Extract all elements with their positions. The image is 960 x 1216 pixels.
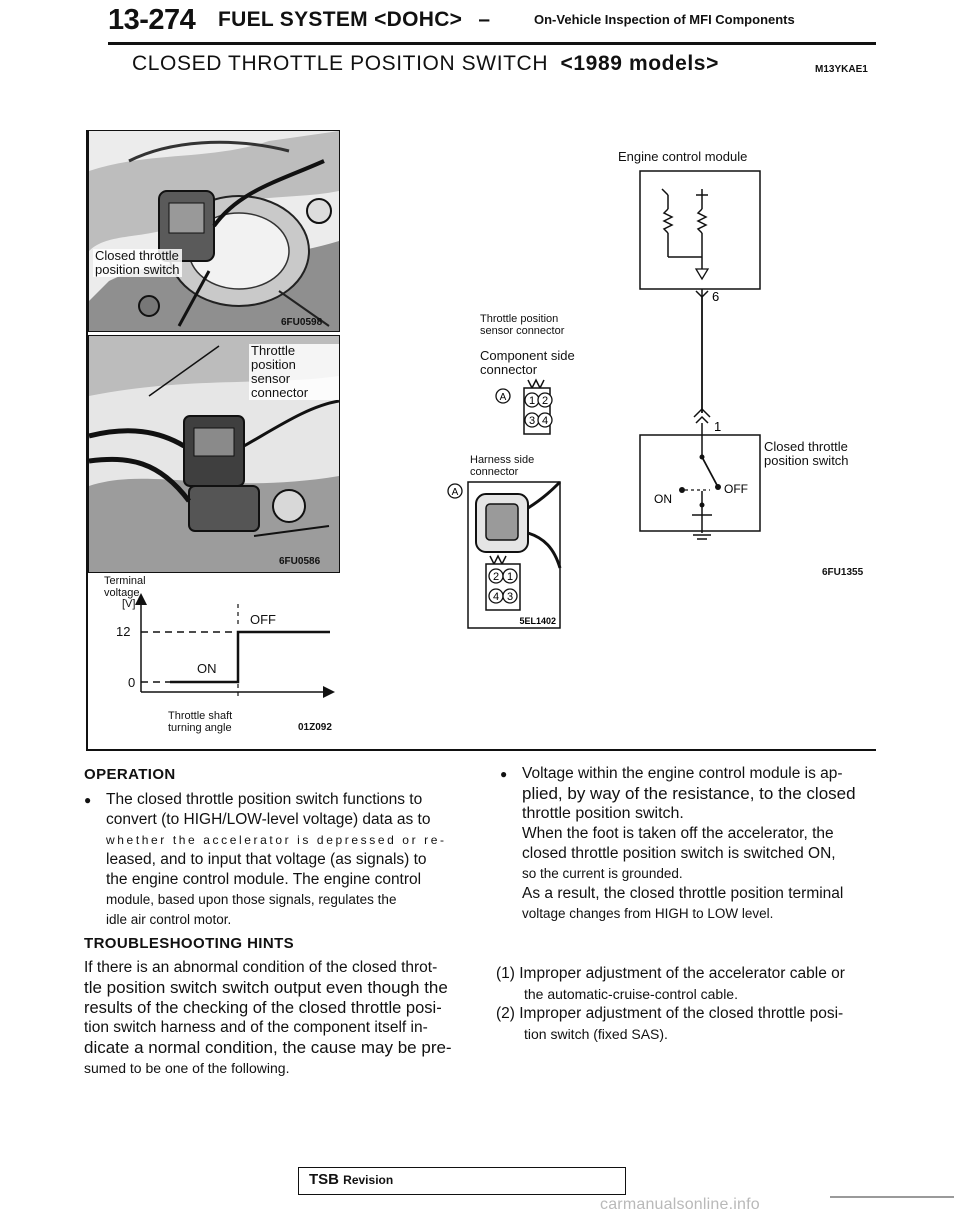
ts-line-1: If there is an abnormal condition of the closed throt- [84, 959, 438, 976]
page-number: 13-274 [108, 4, 196, 36]
op2-line-3: throttle position switch. [522, 805, 684, 822]
op2-line-1: Voltage within the engine control module is ap- [522, 765, 843, 782]
chapter-title-text: FUEL SYSTEM <DOHC> [218, 8, 463, 31]
photo1-code: 6FU0598 [281, 317, 323, 328]
ts-item-1-line-2: the automatic-cruise-control cable. [524, 986, 738, 1002]
op2-line-5: closed throttle position switch is switched ON, [522, 845, 836, 862]
photo1-label-line2: position switch [95, 262, 180, 277]
op1-line-5: the engine control module. The engine control [106, 871, 422, 888]
photo-closed-throttle-switch [88, 130, 340, 332]
component-pin-4-label: 4 [541, 415, 549, 427]
operation-bullet-2-text [522, 764, 856, 924]
op1-line-4: leased, and to input that voltage (as signals) to [106, 851, 427, 868]
ts-line-3: results of the checking of the closed throttle posi- [84, 999, 442, 1017]
terminal-voltage-chart [130, 592, 350, 702]
tsb-revision: Revision [343, 1173, 394, 1187]
circuit-switch-line1: Closed throttle [764, 439, 848, 454]
connector-sensor-line1: Throttle position [480, 313, 559, 325]
op2-line-2: plied, by way of the resistance, to the closed [522, 784, 856, 803]
terminal-1-label: 1 [714, 419, 722, 434]
watermark: carmanualsonline.info [600, 1196, 760, 1213]
photo-throttle-sensor-connector [88, 335, 340, 573]
ts-line-2: tle position switch switch output even though the [84, 978, 448, 997]
connector-component-line2: connector [480, 362, 538, 377]
chart-xlabel [168, 710, 232, 734]
tsb-revision-text [309, 1171, 393, 1188]
engine-photo-illustration [89, 131, 339, 331]
tsb-label: TSB [309, 1171, 339, 1188]
circuit-diagram [620, 165, 780, 545]
operation-heading: OPERATION [84, 766, 176, 783]
connector-harness-label [470, 454, 534, 478]
circuit-switch-label [764, 440, 849, 468]
op2-line-4: When the foot is taken off the accelerator, the [522, 825, 834, 842]
component-pin-2-label: 2 [541, 395, 549, 407]
chart-voltage-trace [170, 632, 330, 682]
section-title [132, 52, 719, 76]
harness-pin-2-label: 2 [492, 571, 500, 583]
harness-marker-a: A [451, 487, 459, 498]
section-models: <1989 models> [560, 52, 719, 75]
connector-marker-a: A [499, 392, 507, 403]
op1-line-2: convert (to HIGH/LOW-level voltage) data as to [106, 811, 431, 828]
troubleshooting-heading: TROUBLESHOOTING HINTS [84, 935, 295, 952]
terminal-1-icon [696, 417, 708, 423]
ts-item-2-line-1: (2) Improper adjustment of the closed throttle posi- [496, 1005, 844, 1022]
chapter-title [218, 8, 490, 32]
component-pin-3-label: 3 [528, 415, 536, 427]
bullet-dot-1: ● [84, 793, 92, 807]
op1-line-6: module, based upon those signals, regulates the [106, 892, 397, 907]
section-title-text: CLOSED THROTTLE POSITION SWITCH [132, 52, 549, 75]
connector-sensor-label [480, 313, 564, 337]
troubleshooting-text [84, 958, 484, 1078]
ts-item-1-line-1: (1) Improper adjustment of the accelerator cable or [496, 965, 845, 982]
circuit-ecm-label: Engine control module [618, 149, 748, 164]
op2-line-8: voltage changes from HIGH to LOW level. [522, 906, 774, 921]
watermark-bar [830, 1196, 954, 1198]
ts-line-4: tion switch harness and of the component itself in- [84, 1019, 428, 1036]
harness-pin-3-label: 3 [506, 591, 514, 603]
connector-harness-line1: Harness side [470, 454, 535, 466]
photo1-label-line1: Closed throttle [95, 248, 179, 263]
chapter-subtitle: On-Vehicle Inspection of MFI Components [534, 12, 795, 27]
connector-code: 5EL1402 [519, 616, 556, 626]
chart-tick-high: 12 [116, 624, 131, 639]
circuit-code: 6FU1355 [822, 567, 864, 578]
title-dash: – [478, 8, 491, 31]
harness-side-connector [444, 478, 564, 630]
connector-component-line1: Component side [480, 348, 575, 363]
photo2-code: 6FU0586 [279, 556, 321, 567]
ts-line-5: dicate a normal condition, the cause may be pre- [84, 1038, 452, 1057]
chart-yunit: [V] [122, 598, 136, 610]
op2-line-6: so the current is grounded. [522, 866, 683, 881]
chart-label-off: OFF [250, 612, 276, 627]
chart-ylabel-line1: Terminal [104, 575, 146, 587]
chart-ylabel-line2: voltage [104, 587, 140, 599]
switch-off-label: OFF [724, 482, 748, 496]
op2-line-7: As a result, the closed throttle position terminal [522, 885, 844, 902]
operation-bullet-2 [500, 764, 880, 924]
chart-label-on: ON [197, 661, 217, 676]
section-code: M13YKAE1 [815, 64, 868, 75]
harness-pin-1-label: 1 [506, 571, 514, 583]
photo1-label [93, 249, 182, 277]
photo2-label [249, 344, 339, 400]
op1-line-7: idle air control motor. [106, 912, 232, 927]
photo2-label-line1: Throttle position [251, 343, 296, 372]
terminal-6-label: 6 [712, 289, 720, 304]
photo2-label-line2: sensor connector [251, 371, 309, 400]
connector-component-label [480, 349, 575, 377]
operation-bullet-1 [84, 790, 474, 930]
troubleshooting-list [496, 964, 886, 1044]
switch-on-label: ON [654, 492, 672, 506]
ts-line-6: sumed to be one of the following. [84, 1060, 290, 1076]
ts-item-2-line-2: tion switch (fixed SAS). [524, 1026, 668, 1042]
chart-xlabel-line2: turning angle [168, 722, 232, 734]
op1-line-1: The closed throttle position switch functions to [106, 791, 423, 808]
chart-xlabel-line1: Throttle shaft [168, 710, 233, 722]
component-pin-1-label: 1 [528, 395, 536, 407]
bullet-dot-2: ● [500, 767, 508, 781]
header-rule [108, 42, 876, 45]
circuit-switch-line2: position switch [764, 453, 849, 468]
op1-line-3: whether the accelerator is depressed or re- [106, 833, 447, 847]
operation-bullet-1-text [106, 790, 447, 930]
connector-sensor-line2: sensor connector [480, 325, 565, 337]
figure-frame-bottom [86, 749, 876, 751]
chart-tick-low: 0 [128, 675, 136, 690]
tsb-revision-box [298, 1167, 626, 1195]
component-side-connector [490, 378, 570, 438]
harness-pin-4-label: 4 [492, 591, 500, 603]
chart-code: 01Z092 [298, 722, 332, 733]
connector-harness-line2: connector [470, 466, 519, 478]
